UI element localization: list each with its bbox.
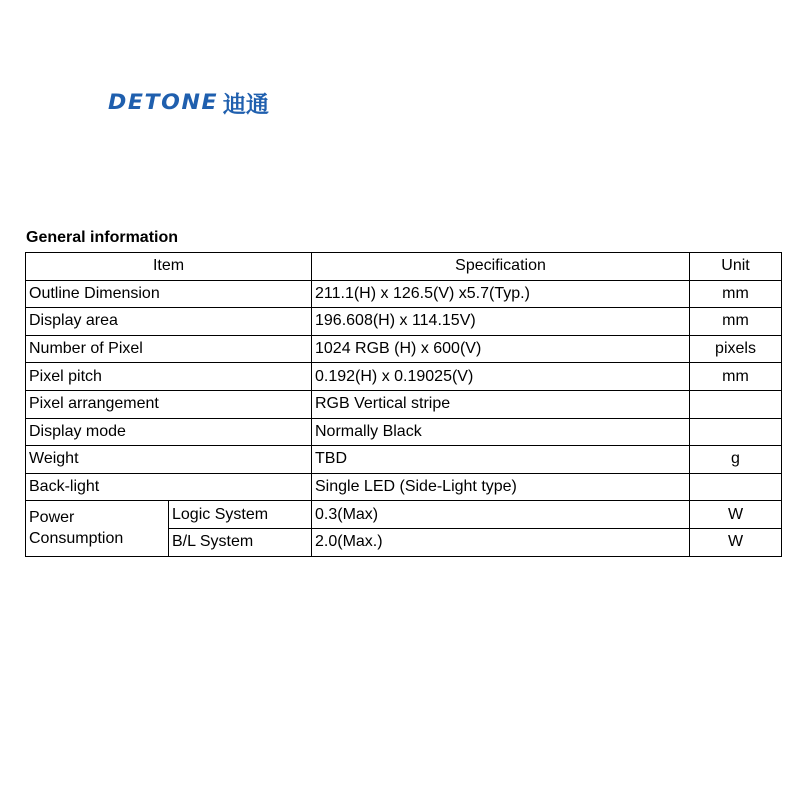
power-label-line2: Consumption	[29, 530, 124, 548]
table-row	[26, 308, 782, 336]
row-subitem: Logic System	[169, 501, 312, 529]
row-item: Display area	[26, 308, 312, 336]
header-item: Item	[26, 253, 312, 281]
row-spec: 0.3(Max)	[312, 501, 690, 529]
row-spec: Normally Black	[312, 418, 690, 446]
row-unit: mm	[690, 363, 782, 391]
row-unit: mm	[690, 308, 782, 336]
row-item: Weight	[26, 446, 312, 474]
power-consumption-label	[26, 501, 169, 556]
row-item: Pixel pitch	[26, 363, 312, 391]
table-row	[26, 446, 782, 474]
header-unit: Unit	[690, 253, 782, 281]
row-item: Display mode	[26, 418, 312, 446]
row-unit	[690, 473, 782, 501]
row-unit: pixels	[690, 335, 782, 363]
row-unit: mm	[690, 280, 782, 308]
row-unit	[690, 390, 782, 418]
logo-chinese-name: 迪通	[222, 91, 269, 118]
table-row	[26, 335, 782, 363]
table-row	[26, 473, 782, 501]
row-spec: 196.608(H) x 114.15V)	[312, 308, 690, 336]
row-subitem: B/L System	[169, 528, 312, 556]
row-unit: W	[690, 528, 782, 556]
row-spec: 0.192(H) x 0.19025(V)	[312, 363, 690, 391]
row-spec: Single LED (Side-Light type)	[312, 473, 690, 501]
table-header-row	[26, 253, 782, 281]
power-label-line1: Power	[29, 509, 75, 527]
company-logo	[108, 86, 269, 118]
row-item: Number of Pixel	[26, 335, 312, 363]
general-information-table	[25, 252, 782, 557]
row-item: Pixel arrangement	[26, 390, 312, 418]
table-row	[26, 418, 782, 446]
row-spec: 211.1(H) x 126.5(V) x5.7(Typ.)	[312, 280, 690, 308]
header-specification: Specification	[312, 253, 690, 281]
row-spec: TBD	[312, 446, 690, 474]
table-row	[26, 363, 782, 391]
row-spec: RGB Vertical stripe	[312, 390, 690, 418]
row-item: Back-light	[26, 473, 312, 501]
section-title: General information	[26, 229, 179, 246]
table-row	[26, 390, 782, 418]
row-spec: 1024 RGB (H) x 600(V)	[312, 335, 690, 363]
row-unit	[690, 418, 782, 446]
table-row	[26, 280, 782, 308]
row-item: Outline Dimension	[26, 280, 312, 308]
logo-wordmark: DETONE	[108, 90, 219, 114]
table-row-power-logic	[26, 501, 782, 529]
row-unit: W	[690, 501, 782, 529]
row-unit: g	[690, 446, 782, 474]
row-spec: 2.0(Max.)	[312, 528, 690, 556]
